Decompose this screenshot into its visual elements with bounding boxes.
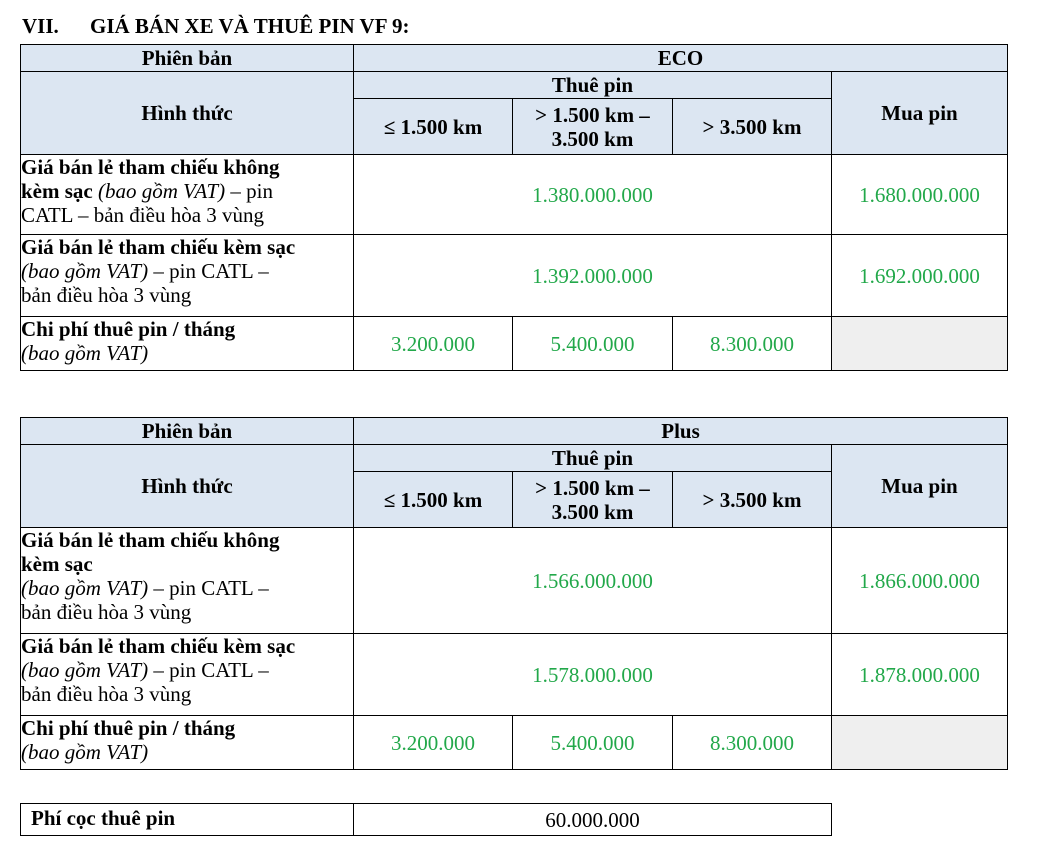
rent-battery-header: Thuê pin: [354, 72, 832, 99]
rent-price-no-charger: 1.566.000.000: [354, 528, 832, 634]
row-label-price-with-charger: Giá bán lẻ tham chiếu kèm sạc (bao gồm VAT) – pin CATL – bản điều hòa 3 vùng: [21, 634, 354, 716]
rent-price-no-charger: 1.380.000.000: [354, 155, 832, 235]
version-header-label: Phiên bản: [21, 418, 354, 445]
section-number: VII.: [22, 14, 59, 38]
row-label-price-with-charger: Giá bán lẻ tham chiếu kèm sạc (bao gồm VAT) – pin CATL – bản điều hòa 3 vùng: [21, 235, 354, 317]
empty-cell: [832, 716, 1008, 770]
price-table-eco: [20, 44, 1008, 371]
version-name: Plus: [354, 418, 1008, 445]
rent-fee-tier-2: 5.400.000: [513, 716, 673, 770]
buy-price-no-charger: 1.680.000.000: [832, 155, 1008, 235]
empty-cell: [832, 317, 1008, 371]
section-heading: [22, 14, 410, 39]
buy-price-with-charger: 1.878.000.000: [832, 634, 1008, 716]
row-label-rent-fee: Chi phí thuê pin / tháng (bao gồm VAT): [21, 317, 354, 371]
row-label-price-no-charger: Giá bán lẻ tham chiếu không kèm sạc (bao gồm VAT) – pin CATL – bản điều hòa 3 vùng: [21, 528, 354, 634]
row-label-rent-fee: Chi phí thuê pin / tháng (bao gồm VAT): [21, 716, 354, 770]
price-table-plus: [20, 417, 1008, 770]
rent-fee-tier-2: 5.400.000: [513, 317, 673, 371]
tier-1-header: ≤ 1.500 km: [354, 472, 513, 528]
buy-price-no-charger: 1.866.000.000: [832, 528, 1008, 634]
rent-fee-tier-3: 8.300.000: [673, 716, 832, 770]
deposit-label: Phí cọc thuê pin: [21, 804, 354, 836]
form-header-label: Hình thức: [21, 445, 354, 528]
rent-battery-header: Thuê pin: [354, 445, 832, 472]
tier-2-header: > 1.500 km – 3.500 km: [513, 99, 673, 155]
version-header-label: Phiên bản: [21, 45, 354, 72]
rent-fee-tier-1: 3.200.000: [354, 716, 513, 770]
tier-3-header: > 3.500 km: [673, 472, 832, 528]
row-label-price-no-charger: Giá bán lẻ tham chiếu không kèm sạc (bao gồm VAT) – pin CATL – bản điều hòa 3 vùng: [21, 155, 354, 235]
rent-price-with-charger: 1.578.000.000: [354, 634, 832, 716]
rent-fee-tier-3: 8.300.000: [673, 317, 832, 371]
deposit-value: 60.000.000: [354, 804, 832, 836]
tier-3-header: > 3.500 km: [673, 99, 832, 155]
deposit-table: [20, 803, 832, 836]
section-title: GIÁ BÁN XE VÀ THUÊ PIN VF 9:: [90, 14, 410, 38]
buy-battery-header: Mua pin: [832, 445, 1008, 528]
buy-price-with-charger: 1.692.000.000: [832, 235, 1008, 317]
version-name: ECO: [354, 45, 1008, 72]
buy-battery-header: Mua pin: [832, 72, 1008, 155]
tier-1-header: ≤ 1.500 km: [354, 99, 513, 155]
rent-price-with-charger: 1.392.000.000: [354, 235, 832, 317]
tier-2-header: > 1.500 km – 3.500 km: [513, 472, 673, 528]
form-header-label: Hình thức: [21, 72, 354, 155]
rent-fee-tier-1: 3.200.000: [354, 317, 513, 371]
